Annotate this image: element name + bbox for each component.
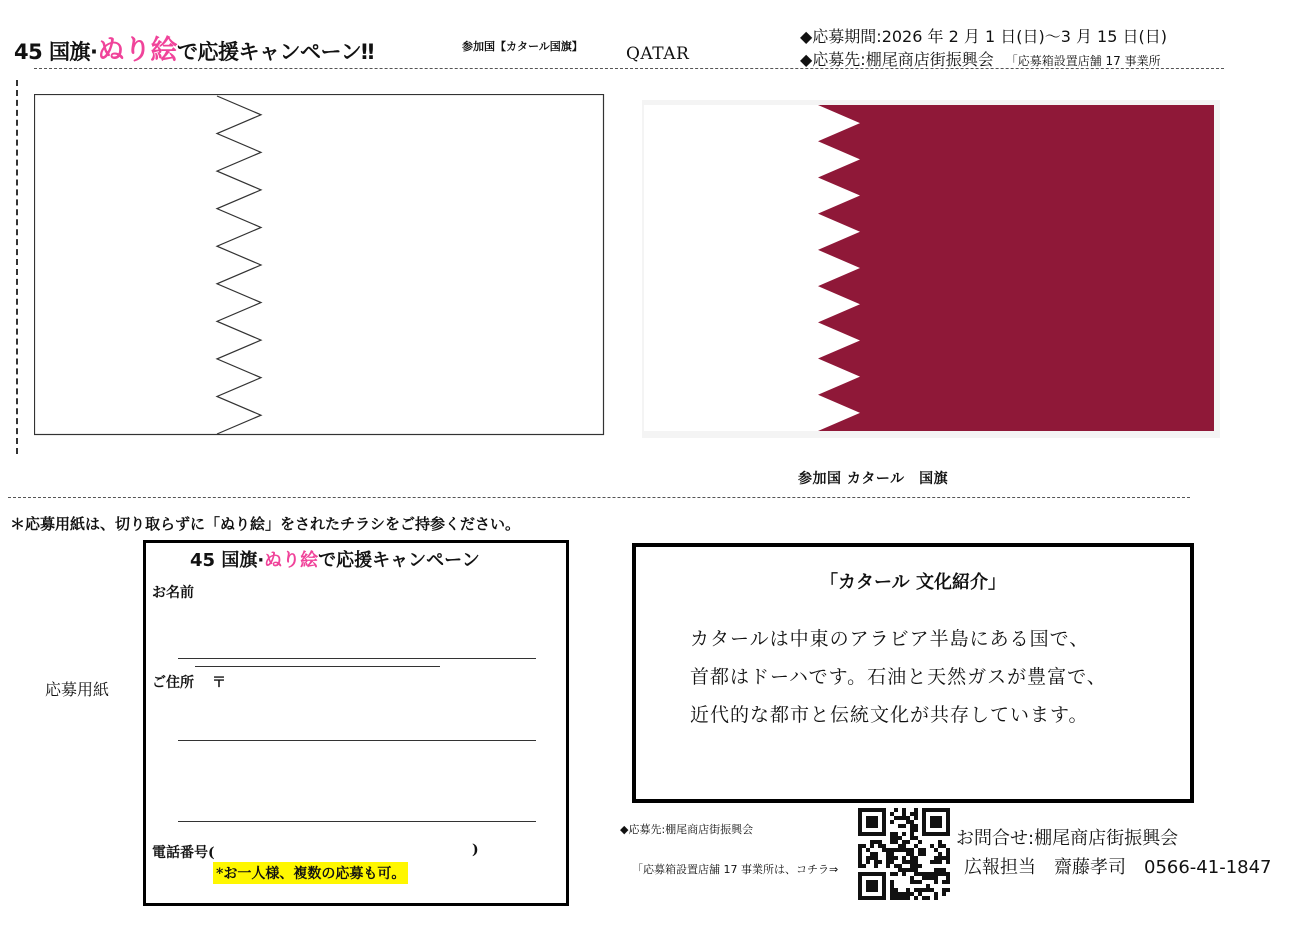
contact-line-2: 広報担当 齋藤孝司 0566-41-1847 xyxy=(964,857,1272,878)
footer-shops: 「応募箱設置店舗 17 事業所は、コチラ⇒ xyxy=(632,863,839,876)
phone-label: 電話番号( xyxy=(152,845,215,861)
multiple-entry-note: *お一人様、複数の応募も可。 xyxy=(213,862,408,884)
contact-line-1: お問合せ:棚尾商店街振興会 xyxy=(956,828,1179,849)
qr-code-icon[interactable] xyxy=(858,808,950,900)
country-name: QATAR xyxy=(626,44,690,64)
coloring-flag-outline xyxy=(34,94,606,438)
form-side-label: 応募用紙 xyxy=(45,680,110,699)
cut-line-top xyxy=(34,68,1224,69)
name-line-short xyxy=(195,666,440,667)
culture-title: 「カタール 文化紹介」 xyxy=(820,572,1006,593)
culture-line-3: 近代的な都市と伝統文化が共存しています。 xyxy=(690,704,1089,726)
name-line[interactable] xyxy=(178,658,536,659)
name-label: お名前 xyxy=(152,585,194,601)
entry-destination-note: 「応募箱設置店舗 17 事業所 xyxy=(1005,54,1161,68)
phone-close: ) xyxy=(472,842,479,858)
flag-caption: 参加国 カタール 国旗 xyxy=(798,471,949,487)
address-line-1[interactable] xyxy=(178,740,536,741)
country-tag: 参加国【カタール国旗】 xyxy=(462,40,583,53)
form-title-suffix: で応援キャンペーン xyxy=(318,550,480,571)
form-title-prefix: 45 国旗· xyxy=(190,550,265,571)
qatar-flag-colored xyxy=(642,100,1220,438)
postal-mark: 〒 xyxy=(212,675,226,691)
address-line-2[interactable] xyxy=(178,821,536,822)
culture-line-2: 首都はドーハです。石油と天然ガスが豊富で、 xyxy=(690,666,1107,688)
campaign-title xyxy=(14,28,374,67)
cut-line-middle xyxy=(8,497,1190,498)
campaign-title-prefix: 45 国旗· xyxy=(14,40,98,64)
footer-destination: ◆応募先:棚尾商店街振興会 xyxy=(620,823,754,836)
cut-line-left xyxy=(16,80,18,454)
culture-line-1: カタールは中東のアラビア半島にある国で、 xyxy=(690,628,1090,650)
entry-note: ＊応募用紙は、切り取らずに「ぬり絵」をされたチラシをご持参ください。 xyxy=(10,515,521,533)
campaign-title-suffix: で応援キャンペーン‼ xyxy=(177,40,374,64)
address-label: ご住所 xyxy=(152,675,194,691)
form-title xyxy=(190,546,480,572)
outline-flag-border xyxy=(35,95,604,435)
flag-maroon-field xyxy=(818,105,1214,431)
entry-destination-text: ◆応募先:棚尾商店街振興会 xyxy=(800,50,994,69)
entry-period: ◆応募期間:2026 年 2 月 1 日(日)～3 月 15 日(日) xyxy=(800,27,1167,46)
form-title-pink: ぬり絵 xyxy=(264,550,319,571)
campaign-title-pink: ぬり絵 xyxy=(97,35,178,66)
entry-destination xyxy=(800,47,1161,70)
